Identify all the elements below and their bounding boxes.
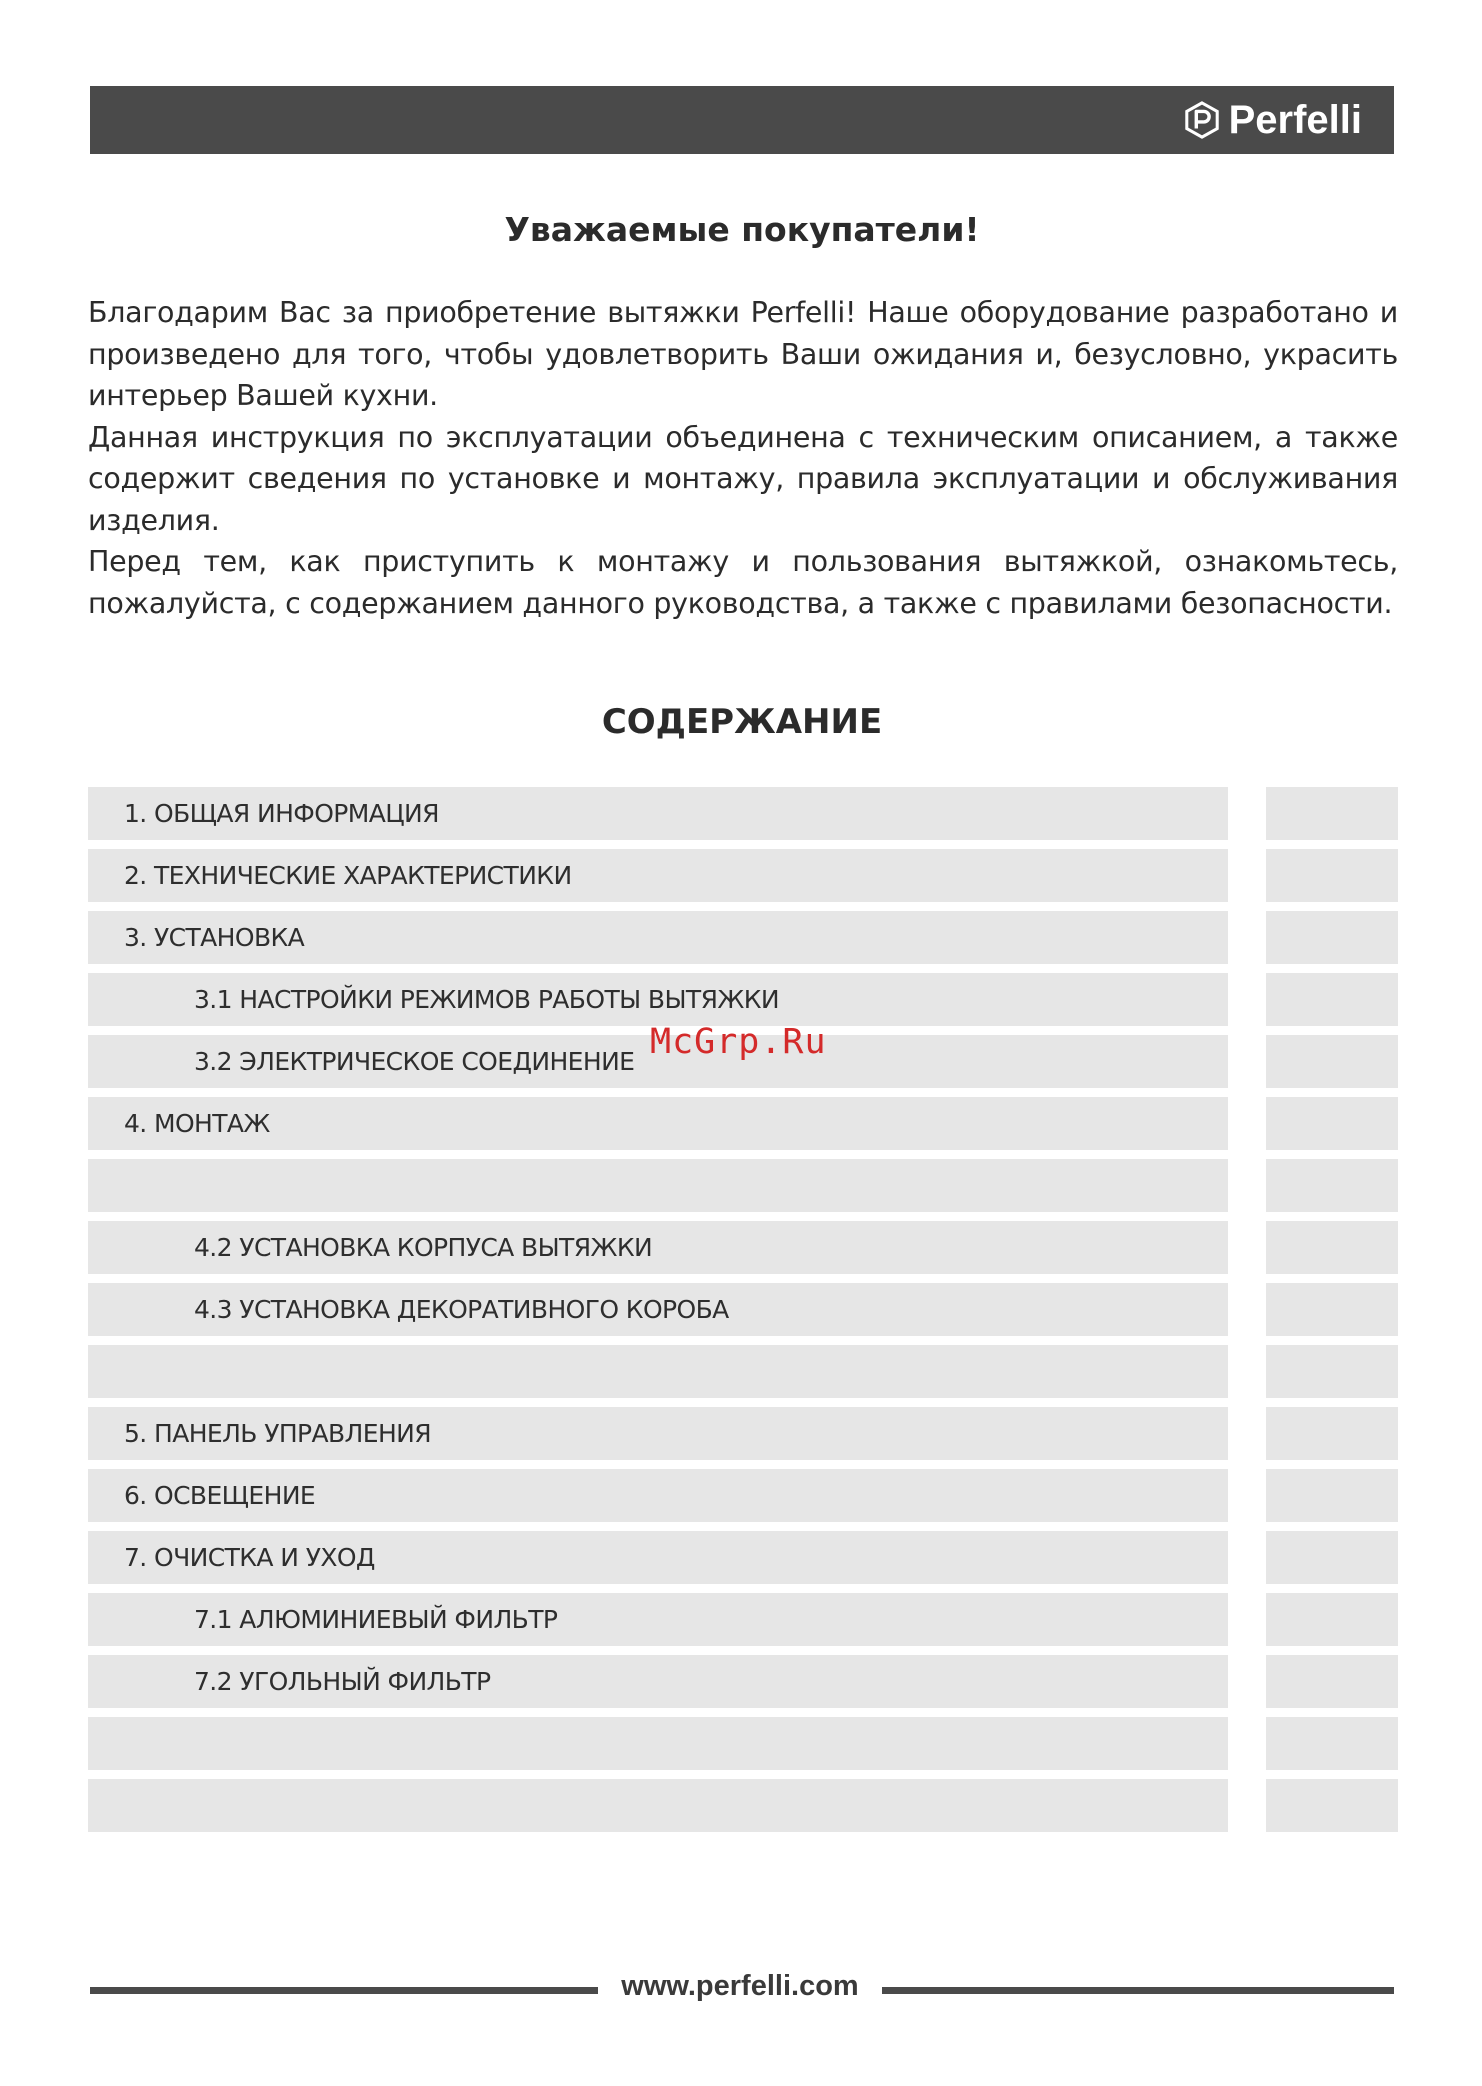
toc-row (88, 973, 1398, 1026)
toc-entry: 4. МОНТАЖ (88, 1097, 1228, 1150)
toc-subentry: 4.3 УСТАНОВКА ДЕКОРАТИВНОГО КОРОБА (88, 1283, 1228, 1336)
toc-entry: 1. ОБЩАЯ ИНФОРМАЦИЯ (88, 787, 1228, 840)
toc-subentry (88, 1717, 1228, 1770)
intro-paragraph: Благодарим Вас за приобретение вытяжки Perfelli! Наше оборудование разработано и произведено для того, чтобы удовлетворить Ваши ожидания и, безусловно, украсить интерьер Вашей кухни. (88, 296, 1398, 412)
toc-page-cell (1266, 1035, 1398, 1088)
toc-subentry (88, 1159, 1228, 1212)
toc-entry: 5. ПАНЕЛЬ УПРАВЛЕНИЯ (88, 1407, 1228, 1460)
toc-row (88, 1469, 1398, 1522)
toc-row (88, 1283, 1398, 1336)
toc-entry: 6. ОСВЕЩЕНИЕ (88, 1469, 1228, 1522)
brand-name: Perfelli (1228, 97, 1362, 142)
toc-page-cell (1266, 1283, 1398, 1336)
toc-page-cell (1266, 1655, 1398, 1708)
toc-row (88, 849, 1398, 902)
toc-page-cell (1266, 1345, 1398, 1398)
toc-subentry: 3.2 ЭЛЕКТРИЧЕСКОЕ СОЕДИНЕНИЕ (88, 1035, 1228, 1088)
intro-text (88, 292, 1398, 624)
footer-divider-left (90, 1987, 598, 1994)
toc-page-cell (1266, 1779, 1398, 1832)
toc-row (88, 1221, 1398, 1274)
toc-page-cell (1266, 911, 1398, 964)
perfelli-p-logo-icon (1183, 101, 1221, 139)
toc-page-cell (1266, 1593, 1398, 1646)
toc-row (88, 1345, 1398, 1398)
toc-list (88, 787, 1398, 1841)
toc-page-cell (1266, 1531, 1398, 1584)
toc-subentry (88, 1345, 1228, 1398)
watermark: McGrp.Ru (650, 1022, 827, 1062)
toc-page-cell (1266, 1159, 1398, 1212)
toc-page-cell (1266, 787, 1398, 840)
toc-row (88, 787, 1398, 840)
toc-page-cell (1266, 849, 1398, 902)
toc-title: СОДЕРЖАНИЕ (601, 702, 883, 742)
toc-page-cell (1266, 1469, 1398, 1522)
footer-url: www.perfelli.com (621, 1970, 859, 2002)
intro-paragraph: Перед тем, как приступить к монтажу и пользования вытяжкой, ознакомьтесь, пожалуйста, с содержанием данного руководства, а также с правилами безопасности. (88, 545, 1398, 620)
footer-divider-right (882, 1987, 1394, 1994)
toc-page-cell (1266, 1717, 1398, 1770)
toc-page-cell (1266, 1097, 1398, 1150)
toc-row (88, 1097, 1398, 1150)
toc-entry: 7. ОЧИСТКА И УХОД (88, 1531, 1228, 1584)
toc-row (88, 1717, 1398, 1770)
toc-row (88, 1531, 1398, 1584)
toc-subentry: 7.1 АЛЮМИНИЕВЫЙ ФИЛЬТР (88, 1593, 1228, 1646)
toc-row (88, 911, 1398, 964)
toc-row (88, 1159, 1398, 1212)
toc-row (88, 1779, 1398, 1832)
toc-row (88, 1655, 1398, 1708)
brand-logo (1183, 86, 1362, 154)
header-bar (90, 86, 1394, 154)
toc-subentry: 7.2 УГОЛЬНЫЙ ФИЛЬТР (88, 1655, 1228, 1708)
toc-entry: 3. УСТАНОВКА (88, 911, 1228, 964)
toc-page-cell (1266, 973, 1398, 1026)
toc-subentry (88, 1779, 1228, 1832)
greeting-title: Уважаемые покупатели! (504, 210, 980, 249)
toc-page-cell (1266, 1221, 1398, 1274)
toc-subentry: 4.2 УСТАНОВКА КОРПУСА ВЫТЯЖКИ (88, 1221, 1228, 1274)
toc-subentry: 3.1 НАСТРОЙКИ РЕЖИМОВ РАБОТЫ ВЫТЯЖКИ (88, 973, 1228, 1026)
toc-row (88, 1407, 1398, 1460)
toc-row (88, 1593, 1398, 1646)
intro-paragraph: Данная инструкция по эксплуатации объединена с техническим описанием, а также содержит сведения по установке и монтажу, правила эксплуатации и обслуживания изделия. (88, 420, 1398, 537)
toc-page-cell (1266, 1407, 1398, 1460)
toc-entry: 2. ТЕХНИЧЕСКИЕ ХАРАКТЕРИСТИКИ (88, 849, 1228, 902)
